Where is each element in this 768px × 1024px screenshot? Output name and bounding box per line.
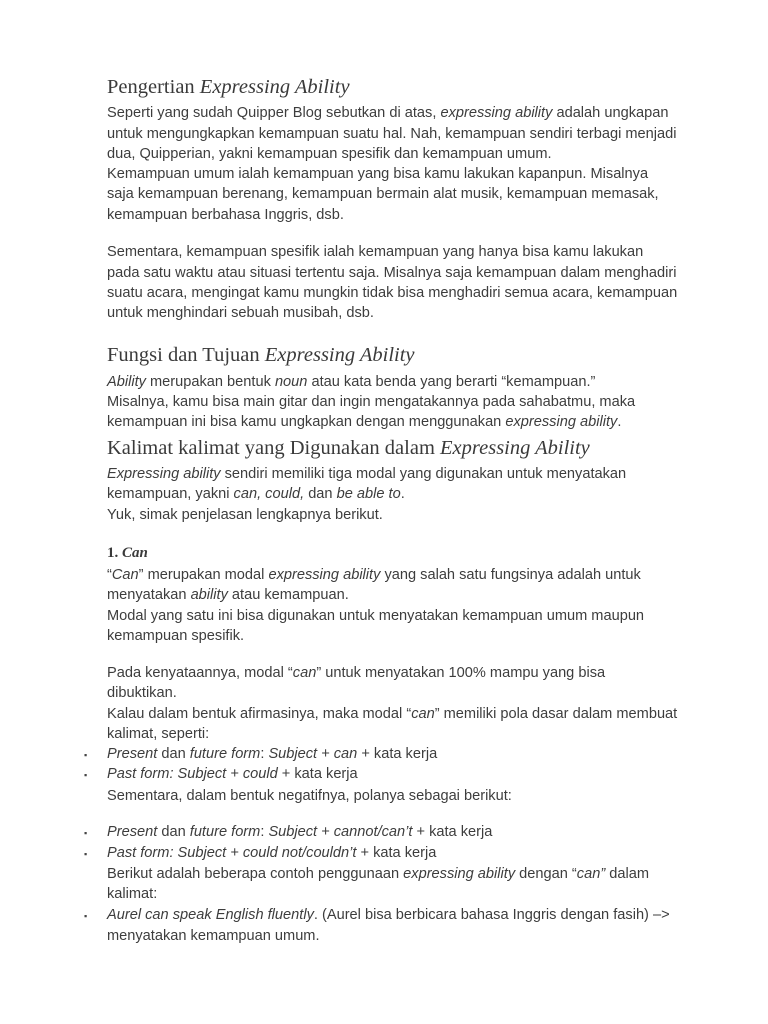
- list-item: Past form: Subject + could not/couldn’t + kata kerja: [107, 845, 437, 861]
- paragraph-line: Pada kenyataannya, modal “can” untuk menyatakan 100% mampu yang bisa: [107, 665, 606, 681]
- list-item: Past form: Subject + could + kata kerja: [107, 766, 358, 782]
- paragraph-line: Kalau dalam bentuk afirmasinya, maka modal “can” memiliki pola dasar dalam membuat: [107, 706, 678, 722]
- paragraph-line: Sementara, dalam bentuk negatifnya, polanya sebagai berikut:: [107, 788, 512, 804]
- bullet-icon: ▪: [84, 911, 88, 921]
- paragraph-line: saja kemampuan berenang, kemampuan bermain alat musik, kemampuan memasak,: [107, 186, 659, 202]
- bullet-icon: ▪: [84, 849, 88, 859]
- paragraph-line: Sementara, kemampuan spesifik ialah kemampuan yang hanya bisa kamu lakukan: [107, 244, 644, 260]
- paragraph-line: dibuktikan.: [107, 685, 177, 701]
- paragraph-line: pada satu waktu atau situasi tertentu saja. Misalnya saja kemampuan dalam menghadiri: [107, 265, 677, 281]
- paragraph-line: kemampuan berbahasa Inggris, dsb.: [107, 207, 344, 223]
- paragraph-line: suatu acara, mengingat kamu mungkin tidak bisa menghadiri semua acara, kemampuan: [107, 285, 678, 301]
- heading-pengertian: Pengertian Expressing Ability: [107, 76, 350, 98]
- paragraph-line: Berikut adalah beberapa contoh penggunaan expressing ability dengan “can” dalam: [107, 866, 649, 882]
- paragraph-line: Expressing ability sendiri memiliki tiga modal yang digunakan untuk menyatakan: [107, 466, 627, 482]
- paragraph-line: dua, Quipperian, yakni kemampuan spesifik dan kemampuan umum.: [107, 146, 552, 162]
- paragraph-line: menyatakan ability atau kemampuan.: [107, 587, 349, 603]
- paragraph-line: “Can” merupakan modal expressing ability yang salah satu fungsinya adalah untuk: [107, 567, 641, 583]
- paragraph-line: Seperti yang sudah Quipper Blog sebutkan di atas, expressing ability adalah ungkapan: [107, 105, 669, 121]
- heading-fungsi-tujuan: Fungsi dan Tujuan Expressing Ability: [107, 344, 415, 366]
- list-item: Present dan future form: Subject + cannot/can’t + kata kerja: [107, 824, 493, 840]
- bullet-icon: ▪: [84, 828, 88, 838]
- paragraph-line: menyatakan kemampuan umum.: [107, 928, 320, 944]
- paragraph-line: Modal yang satu ini bisa digunakan untuk menyatakan kemampuan umum maupun: [107, 608, 645, 624]
- list-item: Present dan future form: Subject + can + kata kerja: [107, 746, 438, 762]
- paragraph-line: kalimat:: [107, 886, 158, 902]
- heading-kalimat: Kalimat kalimat yang Digunakan dalam Expressing Ability: [107, 437, 590, 459]
- subheading-can: 1. Can: [107, 545, 148, 561]
- paragraph-line: kemampuan ini bisa kamu ungkapkan dengan menggunakan expressing ability.: [107, 414, 622, 430]
- bullet-icon: ▪: [84, 750, 88, 760]
- paragraph-line: kemampuan spesifik.: [107, 628, 245, 644]
- paragraph-line: untuk mengungkapkan kemampuan suatu hal. Nah, kemampuan sendiri terbagi menjadi: [107, 126, 677, 142]
- paragraph-line: Kemampuan umum ialah kemampuan yang bisa kamu lakukan kapanpun. Misalnya: [107, 166, 649, 182]
- paragraph-line: Misalnya, kamu bisa main gitar dan ingin mengatakannya pada sahabatmu, maka: [107, 394, 636, 410]
- paragraph-line: kalimat, seperti:: [107, 726, 210, 742]
- paragraph-line: untuk menghindari sebuah musibah, dsb.: [107, 305, 374, 321]
- paragraph-line: Ability merupakan bentuk noun atau kata benda yang berarti “kemampuan.”: [107, 374, 596, 390]
- bullet-icon: ▪: [84, 770, 88, 780]
- paragraph-line: Yuk, simak penjelasan lengkapnya berikut.: [107, 507, 383, 523]
- paragraph-line: kemampuan, yakni can, could, dan be able to.: [107, 486, 405, 502]
- list-item: Aurel can speak English fluently. (Aurel bisa berbicara bahasa Inggris dengan fasih) –>: [107, 907, 670, 923]
